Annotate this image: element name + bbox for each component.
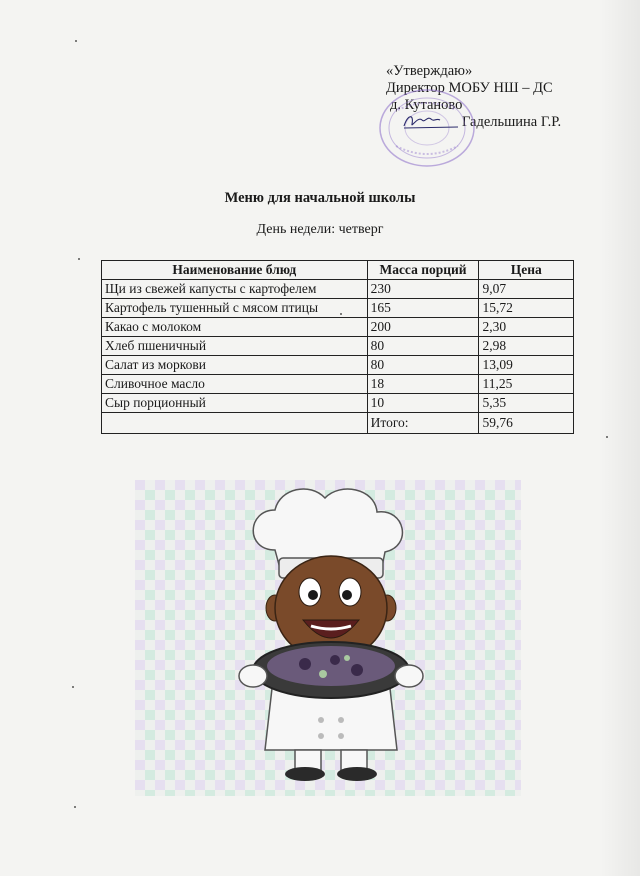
dish-name: Хлеб пшеничный bbox=[102, 337, 368, 356]
portion-mass: 18 bbox=[367, 375, 479, 394]
price: 9,07 bbox=[479, 280, 574, 299]
table-row bbox=[102, 318, 574, 337]
scan-speck bbox=[74, 806, 76, 808]
scan-speck bbox=[72, 686, 74, 688]
table-row bbox=[102, 375, 574, 394]
dish-name: Салат из моркови bbox=[102, 356, 368, 375]
dish-name: Сливочное масло bbox=[102, 375, 368, 394]
portion-mass: 80 bbox=[367, 356, 479, 375]
scan-speck bbox=[75, 40, 77, 42]
approval-line-director: Директор МОБУ НШ – ДС bbox=[386, 80, 553, 96]
total-value: 59,76 bbox=[479, 413, 574, 434]
dish-name: Какао с молоком bbox=[102, 318, 368, 337]
approval-line-village: д. Кутаново bbox=[390, 97, 463, 113]
table-row bbox=[102, 280, 574, 299]
header-portion-mass: Масса порций bbox=[367, 261, 479, 280]
table-row bbox=[102, 337, 574, 356]
dish-name: Щи из свежей капусты с картофелем bbox=[102, 280, 368, 299]
price: 13,09 bbox=[479, 356, 574, 375]
scan-speck bbox=[78, 258, 80, 260]
table-header-row bbox=[102, 261, 574, 280]
menu-table bbox=[101, 260, 574, 434]
portion-mass: 230 bbox=[367, 280, 479, 299]
page-title: Меню для начальной школы bbox=[224, 190, 416, 206]
handwritten-signature-icon bbox=[400, 110, 460, 132]
portion-mass: 10 bbox=[367, 394, 479, 413]
table-row bbox=[102, 299, 574, 318]
price: 5,35 bbox=[479, 394, 574, 413]
header-dish-name: Наименование блюд bbox=[102, 261, 368, 280]
price: 2,30 bbox=[479, 318, 574, 337]
price: 11,25 bbox=[479, 375, 574, 394]
total-label: Итого: bbox=[367, 413, 479, 434]
price: 15,72 bbox=[479, 299, 574, 318]
dish-name: Картофель тушенный с мясом птицы bbox=[102, 299, 368, 318]
price: 2,98 bbox=[479, 337, 574, 356]
signature-name: Гадельшина Г.Р. bbox=[462, 114, 562, 130]
approval-line-approved: «Утверждаю» bbox=[386, 63, 473, 79]
table-total-row bbox=[102, 413, 574, 434]
scan-speck bbox=[606, 436, 608, 438]
portion-mass: 165 bbox=[367, 299, 479, 318]
table-row bbox=[102, 394, 574, 413]
page-edge-shadow bbox=[600, 0, 640, 876]
portion-mass: 80 bbox=[367, 337, 479, 356]
portion-mass: 200 bbox=[367, 318, 479, 337]
scan-speck bbox=[340, 313, 342, 315]
chef-illustration-icon bbox=[135, 480, 521, 796]
total-empty-cell bbox=[102, 413, 368, 434]
dish-name: Сыр порционный bbox=[102, 394, 368, 413]
day-of-week: День недели: четверг bbox=[256, 222, 384, 237]
table-row bbox=[102, 356, 574, 375]
header-price: Цена bbox=[479, 261, 574, 280]
